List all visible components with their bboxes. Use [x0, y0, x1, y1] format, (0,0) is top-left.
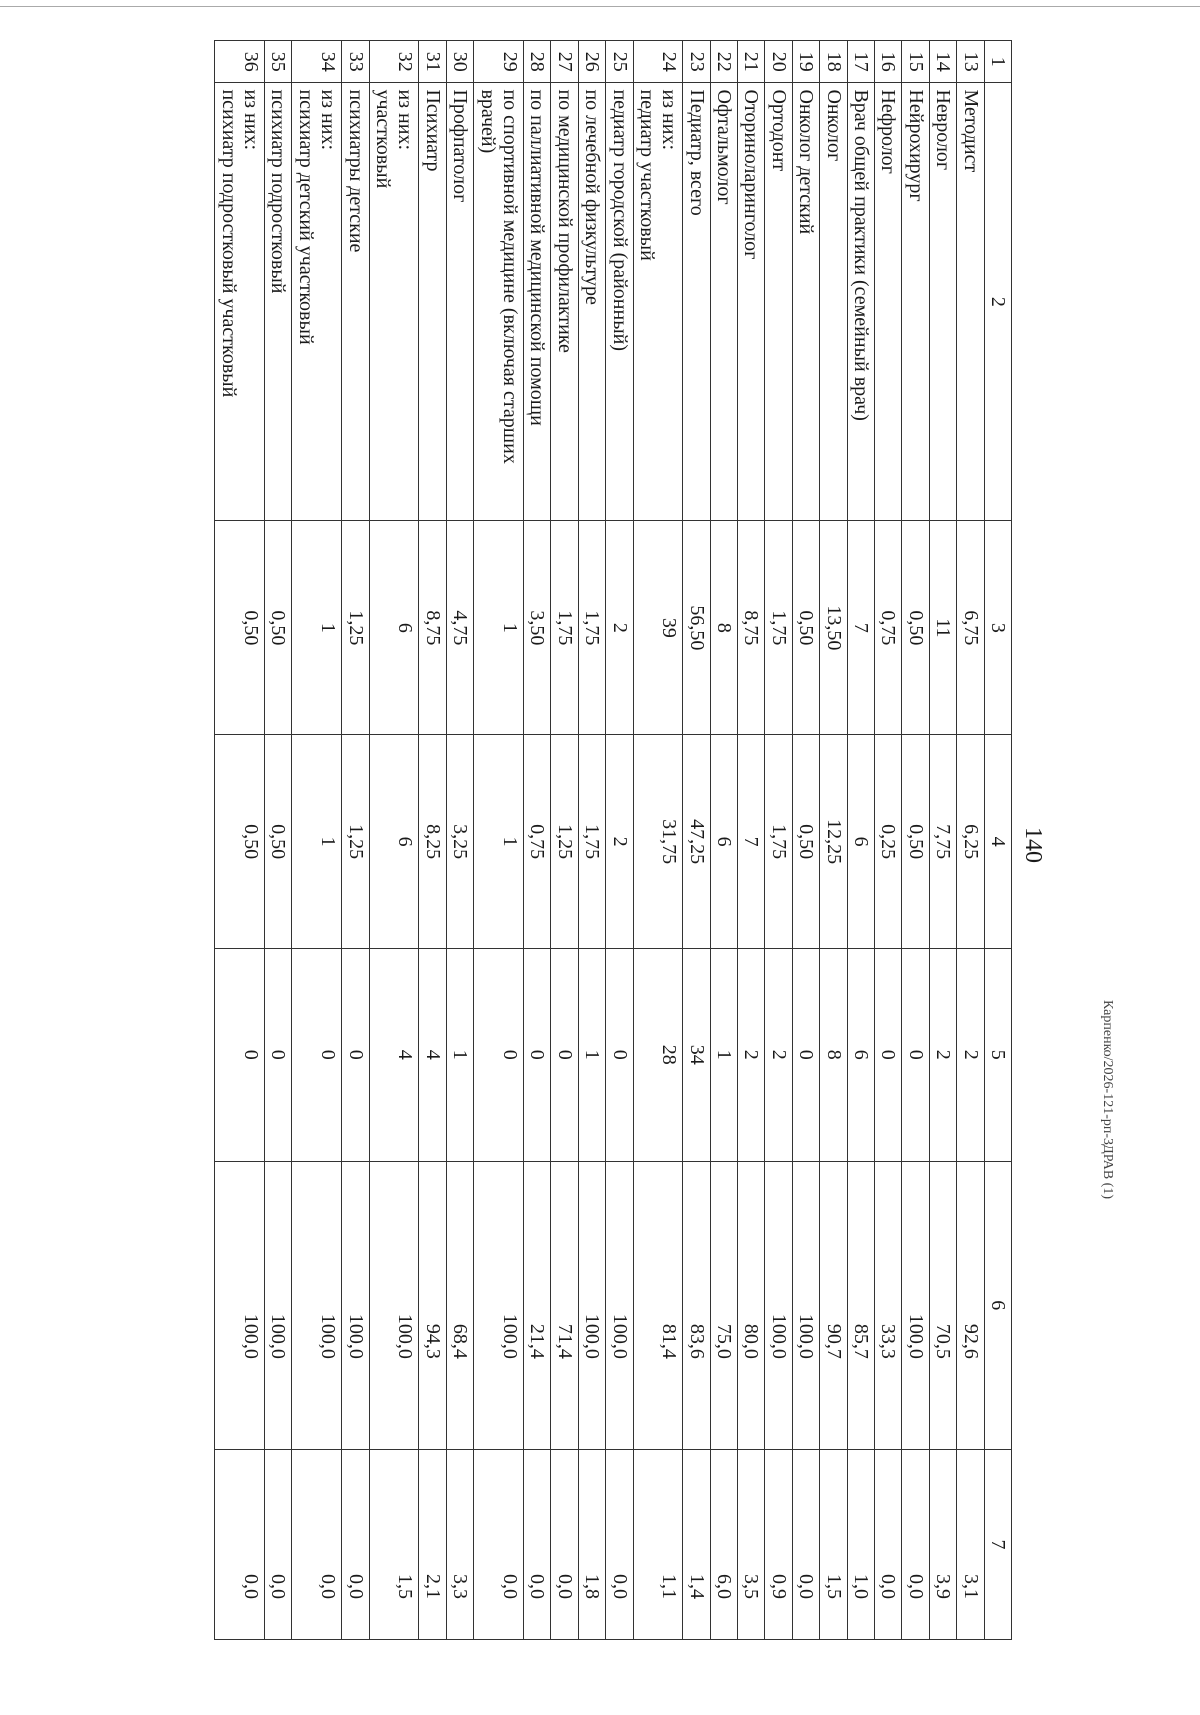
- table-row: [792, 41, 819, 1640]
- occupied-positions-cell: 1: [292, 735, 342, 949]
- table-row: [902, 41, 929, 1640]
- staff-positions-cell: 8: [710, 521, 737, 735]
- occupancy-percent-cell: 33,3: [875, 1161, 902, 1449]
- physical-persons-cell: 2: [957, 949, 984, 1161]
- staff-positions-cell: 2: [606, 521, 633, 735]
- staff-positions-cell: 7: [847, 521, 874, 735]
- row-number: 22: [710, 41, 737, 83]
- occupied-positions-cell: 0,25: [875, 735, 902, 949]
- physical-persons-cell: 0: [606, 949, 633, 1161]
- table-row: [419, 41, 446, 1640]
- position-label: участковый: [372, 89, 395, 189]
- staff-positions-cell: 1: [474, 521, 524, 735]
- staff-positions-cell: 8,75: [419, 521, 446, 735]
- position-label: Ортодонт: [767, 89, 790, 172]
- rotated-page: [140, 40, 1060, 1650]
- occupied-positions-cell: 0,50: [902, 735, 929, 949]
- position-name: [847, 83, 874, 521]
- occupied-positions-cell: 0,50: [265, 735, 292, 949]
- table-row: [710, 41, 737, 1640]
- physical-persons-cell: 1: [446, 949, 473, 1161]
- row-number: 31: [419, 41, 446, 83]
- position-subheading: из них:: [394, 89, 417, 151]
- table-row: [342, 41, 369, 1640]
- occupancy-percent-cell: 85,7: [847, 1161, 874, 1449]
- position-name: [738, 83, 765, 521]
- table-row: [633, 41, 683, 1640]
- table-row: [215, 41, 265, 1640]
- column-header-4: 4: [984, 735, 1011, 949]
- occupancy-percent-cell: 100,0: [765, 1161, 792, 1449]
- occupied-positions-cell: 7: [738, 735, 765, 949]
- position-subheading: из них:: [658, 89, 681, 151]
- occupied-positions-cell: 1,25: [551, 735, 578, 949]
- staff-positions-cell: 1,75: [578, 521, 605, 735]
- position-subheading: из них:: [240, 89, 263, 151]
- staff-positions-cell: 1,75: [551, 521, 578, 735]
- position-label: Онколог: [822, 89, 845, 162]
- row-number: 29: [474, 41, 524, 83]
- row-number: 20: [765, 41, 792, 83]
- staff-positions-cell: 39: [633, 521, 683, 735]
- position-name: [551, 83, 578, 521]
- staff-positions-cell: 0,50: [902, 521, 929, 735]
- position-label: Онколог детский: [795, 89, 818, 235]
- physical-persons-cell: 6: [847, 949, 874, 1161]
- row-number: 18: [820, 41, 847, 83]
- row-number: 13: [957, 41, 984, 83]
- physical-persons-cell: 0: [342, 949, 369, 1161]
- occupancy-percent-cell: 68,4: [446, 1161, 473, 1449]
- position-label: Нейрохирург: [904, 89, 927, 202]
- physical-persons-cell: 0: [215, 949, 265, 1161]
- coefficient-cell: 1,5: [369, 1449, 419, 1639]
- physical-persons-cell: 1: [578, 949, 605, 1161]
- physical-persons-cell: 8: [820, 949, 847, 1161]
- row-number: 33: [342, 41, 369, 83]
- occupancy-percent-cell: 100,0: [292, 1161, 342, 1449]
- table-row: [446, 41, 473, 1640]
- coefficient-cell: 0,0: [265, 1449, 292, 1639]
- physical-persons-cell: 28: [633, 949, 683, 1161]
- position-label: педиатр участковый: [635, 89, 658, 261]
- row-number: 27: [551, 41, 578, 83]
- occupied-positions-cell: 0,50: [792, 735, 819, 949]
- position-label: Офтальмолог: [713, 89, 736, 205]
- physical-persons-cell: 4: [369, 949, 419, 1161]
- occupancy-percent-cell: 94,3: [419, 1161, 446, 1449]
- physical-persons-cell: 4: [419, 949, 446, 1161]
- row-number: 26: [578, 41, 605, 83]
- position-label: Профпатолог: [449, 89, 472, 203]
- position-name: [292, 83, 342, 521]
- occupancy-percent-cell: 100,0: [606, 1161, 633, 1449]
- table-row: [474, 41, 524, 1640]
- position-name: [792, 83, 819, 521]
- physical-persons-cell: 2: [929, 949, 956, 1161]
- coefficient-cell: 0,0: [215, 1449, 265, 1639]
- header-row: [984, 41, 1011, 1640]
- coefficient-cell: 2,1: [419, 1449, 446, 1639]
- occupancy-percent-cell: 100,0: [902, 1161, 929, 1449]
- coefficient-cell: 0,0: [551, 1449, 578, 1639]
- position-name: [215, 83, 265, 521]
- column-header-7: 7: [984, 1449, 1011, 1639]
- occupancy-percent-cell: 81,4: [633, 1161, 683, 1449]
- column-header-1: 1: [984, 41, 1011, 83]
- position-label: Врач общей практики (семейный врач): [850, 89, 873, 421]
- coefficient-cell: 1,0: [847, 1449, 874, 1639]
- coefficient-cell: 3,3: [446, 1449, 473, 1639]
- occupied-positions-cell: 6,25: [957, 735, 984, 949]
- position-name: [342, 83, 369, 521]
- position-label: Оториноларинголог: [740, 89, 763, 260]
- position-label: психиатр подростковый участковый: [217, 89, 240, 398]
- occupancy-percent-cell: 100,0: [215, 1161, 265, 1449]
- occupancy-percent-cell: 100,0: [265, 1161, 292, 1449]
- position-name: [710, 83, 737, 521]
- physical-persons-cell: 0: [292, 949, 342, 1161]
- occupancy-percent-cell: 21,4: [523, 1161, 550, 1449]
- row-number: 28: [523, 41, 550, 83]
- position-name: [265, 83, 292, 521]
- position-label: психиатр детский участковый: [294, 89, 317, 345]
- coefficient-cell: 0,0: [606, 1449, 633, 1639]
- occupied-positions-cell: 2: [606, 735, 633, 949]
- physical-persons-cell: 0: [474, 949, 524, 1161]
- physical-persons-cell: 0: [551, 949, 578, 1161]
- row-number: 19: [792, 41, 819, 83]
- table-row: [875, 41, 902, 1640]
- table-row: [606, 41, 633, 1640]
- position-label: по паллиативной медицинской помощи: [526, 89, 549, 426]
- top-rule: [0, 6, 1200, 7]
- staff-positions-cell: 1,75: [765, 521, 792, 735]
- table-row: [292, 41, 342, 1640]
- row-number: 14: [929, 41, 956, 83]
- occupied-positions-cell: 8,25: [419, 735, 446, 949]
- staff-positions-cell: 56,50: [683, 521, 710, 735]
- coefficient-cell: 0,0: [875, 1449, 902, 1639]
- column-header-3: 3: [984, 521, 1011, 735]
- row-number: 30: [446, 41, 473, 83]
- table-row: [369, 41, 419, 1640]
- staff-positions-cell: 6: [369, 521, 419, 735]
- position-name: [606, 83, 633, 521]
- row-number: 15: [902, 41, 929, 83]
- physical-persons-cell: 2: [765, 949, 792, 1161]
- position-name: [474, 83, 524, 521]
- position-label: психиатр подростковый: [267, 89, 290, 294]
- occupied-positions-cell: 0,75: [523, 735, 550, 949]
- coefficient-cell: 1,1: [633, 1449, 683, 1639]
- staff-positions-cell: 4,75: [446, 521, 473, 735]
- position-label: по спортивной медицине (включая старших врачей): [476, 89, 521, 464]
- occupancy-percent-cell: 90,7: [820, 1161, 847, 1449]
- occupied-positions-cell: 1,75: [765, 735, 792, 949]
- position-label: Невролог: [932, 89, 955, 171]
- occupied-positions-cell: 3,25: [446, 735, 473, 949]
- table-row: [820, 41, 847, 1640]
- staff-positions-cell: 0,75: [875, 521, 902, 735]
- coefficient-cell: 6,0: [710, 1449, 737, 1639]
- position-subheading: из них:: [317, 89, 340, 151]
- position-name: [820, 83, 847, 521]
- row-number: 21: [738, 41, 765, 83]
- table-body: [215, 41, 984, 1640]
- column-header-5: 5: [984, 949, 1011, 1161]
- occupancy-percent-cell: 92,6: [957, 1161, 984, 1449]
- occupied-positions-cell: 1: [474, 735, 524, 949]
- occupied-positions-cell: 6: [847, 735, 874, 949]
- position-name: [957, 83, 984, 521]
- occupancy-percent-cell: 100,0: [369, 1161, 419, 1449]
- coefficient-cell: 0,0: [342, 1449, 369, 1639]
- staff-positions-cell: 3,50: [523, 521, 550, 735]
- coefficient-cell: 0,0: [292, 1449, 342, 1639]
- position-name: [929, 83, 956, 521]
- row-number: 35: [265, 41, 292, 83]
- occupied-positions-cell: 6: [369, 735, 419, 949]
- occupancy-percent-cell: 100,0: [342, 1161, 369, 1449]
- position-label: педиатр городской (районный): [608, 89, 631, 352]
- occupied-positions-cell: 7,75: [929, 735, 956, 949]
- coefficient-cell: 0,9: [765, 1449, 792, 1639]
- row-number: 34: [292, 41, 342, 83]
- table-row: [551, 41, 578, 1640]
- position-label: Нефролог: [877, 89, 900, 174]
- physical-persons-cell: 0: [902, 949, 929, 1161]
- row-number: 24: [633, 41, 683, 83]
- table-row: [738, 41, 765, 1640]
- page-number: 140: [1020, 827, 1046, 863]
- occupied-positions-cell: 31,75: [633, 735, 683, 949]
- physical-persons-cell: 0: [875, 949, 902, 1161]
- table-row: [929, 41, 956, 1640]
- position-label: психиатры детские: [344, 89, 367, 253]
- coefficient-cell: 1,5: [820, 1449, 847, 1639]
- coefficient-cell: 0,0: [792, 1449, 819, 1639]
- position-label: по лечебной физкультуре: [581, 89, 604, 305]
- table-row: [957, 41, 984, 1640]
- occupancy-percent-cell: 71,4: [551, 1161, 578, 1449]
- table-row: [683, 41, 710, 1640]
- occupancy-percent-cell: 100,0: [578, 1161, 605, 1449]
- physical-persons-cell: 1: [710, 949, 737, 1161]
- table-row: [847, 41, 874, 1640]
- coefficient-cell: 0,0: [902, 1449, 929, 1639]
- table-row: [578, 41, 605, 1640]
- position-name: [902, 83, 929, 521]
- coefficient-cell: 1,4: [683, 1449, 710, 1639]
- staff-positions-cell: 6,75: [957, 521, 984, 735]
- staff-positions-cell: 1,25: [342, 521, 369, 735]
- table-row: [265, 41, 292, 1640]
- physical-persons-cell: 2: [738, 949, 765, 1161]
- staff-positions-cell: 1: [292, 521, 342, 735]
- table-row: [765, 41, 792, 1640]
- position-label: по медицинской профилактике: [553, 89, 576, 353]
- occupied-positions-cell: 0,50: [215, 735, 265, 949]
- position-name: [419, 83, 446, 521]
- occupancy-percent-cell: 75,0: [710, 1161, 737, 1449]
- staff-positions-cell: 11: [929, 521, 956, 735]
- occupancy-percent-cell: 100,0: [474, 1161, 524, 1449]
- occupancy-percent-cell: 83,6: [683, 1161, 710, 1449]
- coefficient-cell: 3,5: [738, 1449, 765, 1639]
- row-number: 17: [847, 41, 874, 83]
- position-label: Методист: [959, 89, 982, 173]
- staff-positions-cell: 0,50: [792, 521, 819, 735]
- position-name: [446, 83, 473, 521]
- occupancy-percent-cell: 100,0: [792, 1161, 819, 1449]
- column-header-6: 6: [984, 1161, 1011, 1449]
- position-label: Психиатр: [421, 89, 444, 172]
- staff-positions-cell: 0,50: [215, 521, 265, 735]
- physical-persons-cell: 0: [265, 949, 292, 1161]
- occupancy-percent-cell: 80,0: [738, 1161, 765, 1449]
- physical-persons-cell: 0: [523, 949, 550, 1161]
- physical-persons-cell: 34: [683, 949, 710, 1161]
- position-label: Педиатр, всего: [685, 89, 708, 216]
- position-name: [633, 83, 683, 521]
- staff-positions-cell: 8,75: [738, 521, 765, 735]
- occupied-positions-cell: 6: [710, 735, 737, 949]
- row-number: 36: [215, 41, 265, 83]
- position-name: [523, 83, 550, 521]
- position-name: [578, 83, 605, 521]
- occupancy-percent-cell: 70,5: [929, 1161, 956, 1449]
- coefficient-cell: 3,1: [957, 1449, 984, 1639]
- position-name: [683, 83, 710, 521]
- coefficient-cell: 0,0: [523, 1449, 550, 1639]
- staff-positions-cell: 0,50: [265, 521, 292, 735]
- coefficient-cell: 3,9: [929, 1449, 956, 1639]
- column-header-2: 2: [984, 83, 1011, 521]
- table-row: [523, 41, 550, 1640]
- coefficient-cell: 1,8: [578, 1449, 605, 1639]
- staff-positions-cell: 13,50: [820, 521, 847, 735]
- occupied-positions-cell: 47,25: [683, 735, 710, 949]
- staffing-table: [214, 40, 1012, 1640]
- occupied-positions-cell: 1,25: [342, 735, 369, 949]
- occupied-positions-cell: 1,75: [578, 735, 605, 949]
- coefficient-cell: 0,0: [474, 1449, 524, 1639]
- row-number: 23: [683, 41, 710, 83]
- footer-stamp: Карпенко/2026-121-рп-ЗДРАВ (1): [1100, 1000, 1115, 1200]
- row-number: 32: [369, 41, 419, 83]
- position-name: [875, 83, 902, 521]
- position-name: [369, 83, 419, 521]
- occupied-positions-cell: 12,25: [820, 735, 847, 949]
- position-name: [765, 83, 792, 521]
- row-number: 16: [875, 41, 902, 83]
- row-number: 25: [606, 41, 633, 83]
- physical-persons-cell: 0: [792, 949, 819, 1161]
